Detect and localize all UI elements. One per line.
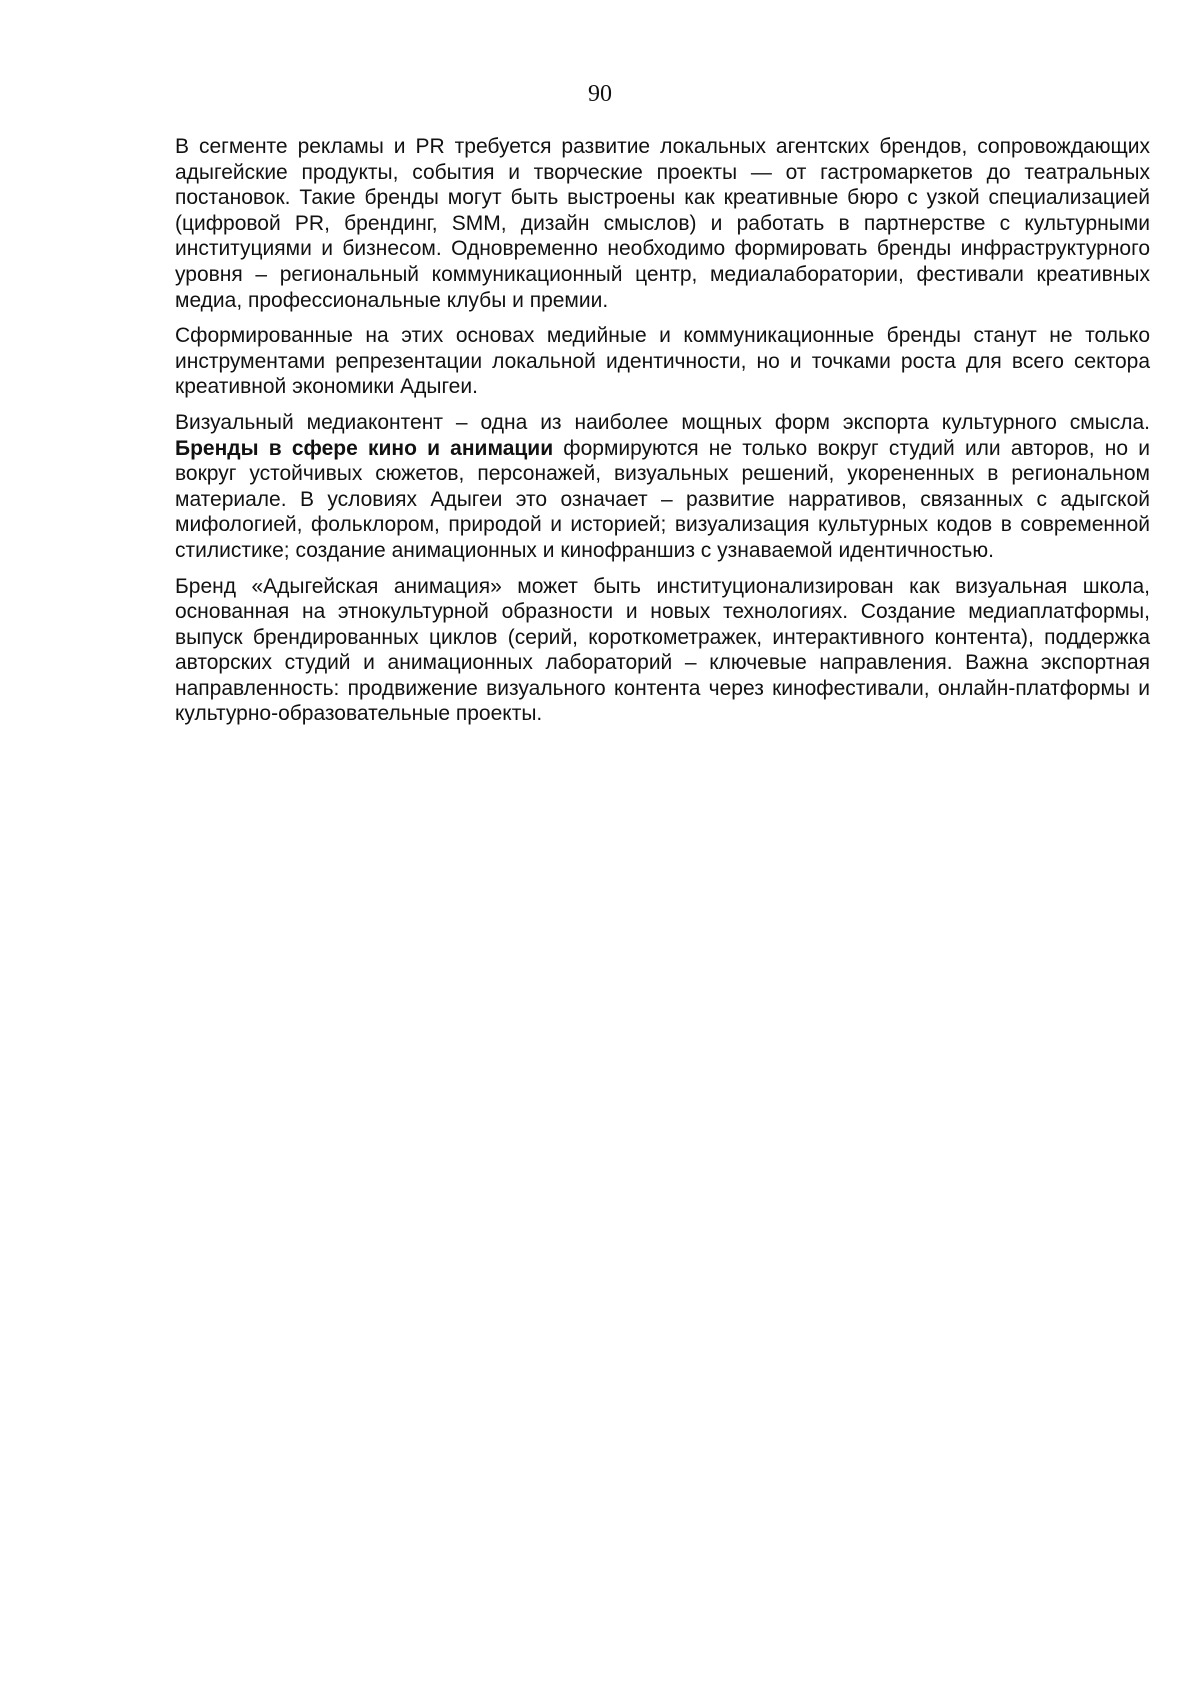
paragraph-advertising-pr: В сегменте рекламы и PR требуется развитие локальных агентских брендов, сопровождающих адыгейские продукты, события и творческие проекты — от гастромаркетов до театральных постановок. Такие бренды могут быть выстроены как креативные бюро с узкой специализацией (цифровой PR, брендинг, SMM, дизайн смыслов) и работать в партнерстве с культурными институциями и бизнесом. Одновременно необходимо формировать бренды инфраструктурного уровня – региональный коммуникационный центр, медиалаборатории, фестивали креативных медиа, профессиональные клубы и премии. [175, 135, 1150, 312]
page-number: 90 [588, 81, 612, 107]
paragraph-film-animation-rest: формируются не только вокруг студий или авторов, но и вокруг устойчивых сюжетов, персонажей, визуальных решений, укорененных в региональном материале. В условиях Адыгеи это означает – развитие нарративов, связанных с адыгской мифологией, фольклором, природой и историей; визуализация культурных кодов в современной стилистике; создание анимационных и кинофраншиз с узнаваемой идентичностью. [175, 436, 1150, 562]
document-body [175, 134, 1150, 737]
paragraph-film-animation [175, 410, 1150, 564]
paragraph-adyghe-animation: Бренд «Адыгейская анимация» может быть институционализирован как визуальная школа, основанная на этнокультурной образности и новых технологиях. Создание медиаплатформы, выпуск брендированных циклов (серий, короткометражек, интерактивного контента), поддержка авторских студий и анимационных лабораторий – ключевые направления. Важна экспортная направленность: продвижение визуального контента через кинофестивали, онлайн-платформы и культурно-образовательные проекты. [175, 574, 1150, 726]
paragraph-film-animation-lead: Визуальный медиаконтент – одна из наиболее мощных форм экспорта культурного смысла. [175, 410, 1150, 434]
paragraph-media-brands: Сформированные на этих основах медийные и коммуникационные бренды станут не только инструментами репрезентации локальной идентичности, но и точками роста для всего сектора креативной экономики Адыгеи. [175, 324, 1150, 399]
paragraph-film-animation-bold: Бренды в сфере кино и анимации [175, 436, 554, 460]
